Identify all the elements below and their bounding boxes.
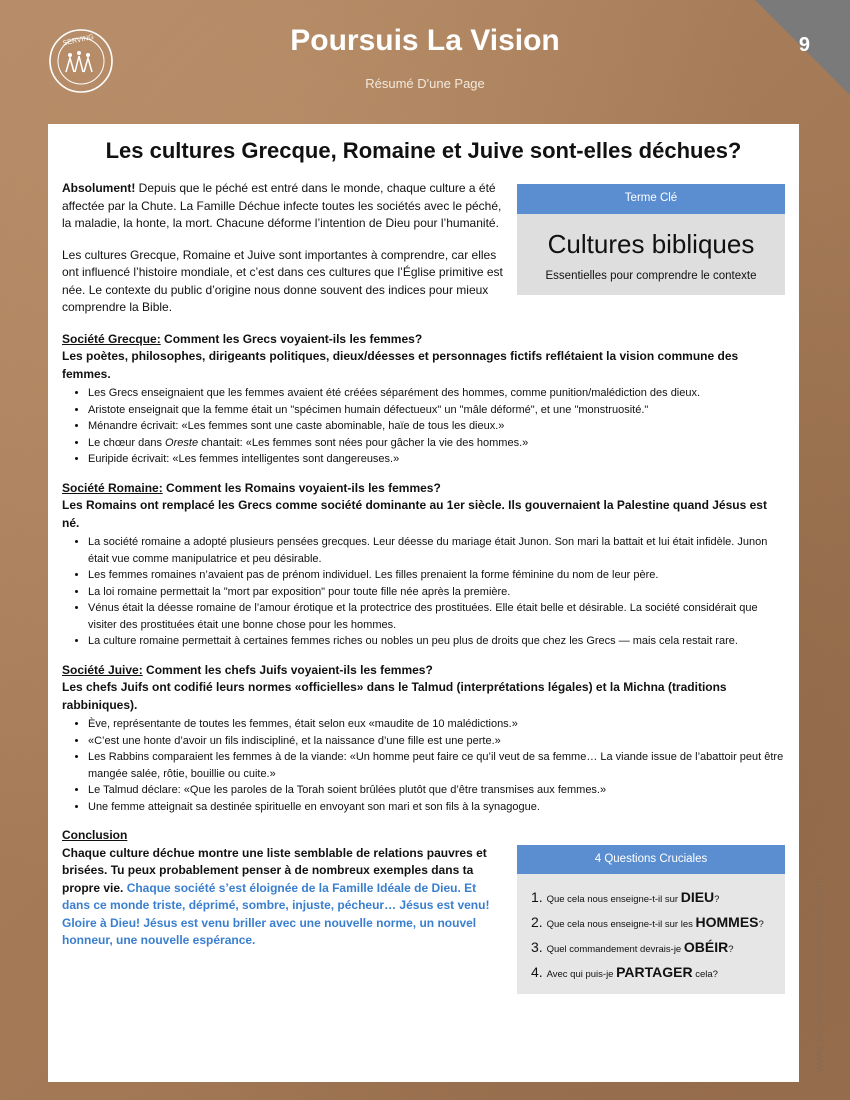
key-term-sub: Essentielles pour comprendre le contexte — [545, 269, 757, 282]
side-url: www.servingshouldertoshoulder.com — [812, 877, 826, 1072]
questions-box — [517, 845, 785, 995]
roman-intro: Les Romains ont remplacé les Grecs comme société dominante au 1er siècle. Ils gouvernaient la Palestine quand Jésus est né. — [62, 498, 767, 530]
main-heading: Les cultures Grecque, Romaine et Juive sont-elles déchues? — [105, 138, 742, 163]
list-item: • Les femmes romaines n’avaient pas de prénom individuel. Les filles prenaient la forme féminine du nom de leur père. — [88, 567, 785, 584]
greek-intro: Les poètes, philosophes, dirigeants politiques, dieux/déesses et personnages fictifs reflétaient la vision commune des femmes. — [62, 349, 739, 381]
question-item: 1. Que cela nous enseigne-t-il sur DIEU? — [531, 889, 720, 905]
intro-bold: Absolument! — [62, 181, 136, 195]
jewish-list — [62, 716, 785, 815]
list-item: • Vénus était la déesse romaine de l’amour érotique et la protectrice des prostituées. Elle était belle et désirable. La société considérait que visiter des prostituées était une bonne chose pour les hommes. — [88, 600, 785, 633]
list-item: • Ève, représentante de toutes les femmes, était selon eux «maudite de 10 malédictions.» — [88, 716, 785, 733]
conclusion-highlight: Chaque société s’est éloignée de la Famille Idéale de Dieu. Et dans ce monde triste, déprimé, sombre, injuste, pécheur… Jésus est venu! Gloire à Dieu! Jésus est venu briller avec une nouvelle norme, un nouvel honneur, une nouvelle espérance. — [62, 880, 490, 947]
greek-heading: Société Grecque: Comment les Grecs voyaient-ils les femmes? — [62, 331, 423, 346]
list-item: • La société romaine a adopté plusieurs pensées grecques. Leur déesse du mariage était Junon. Son mari la battait et lui était infidèle. Junon était vue comme manipulatrice et peu désirable. — [88, 534, 785, 567]
page-title: Poursuis La Vision — [290, 24, 560, 57]
questions-header: 4 Questions Cruciales — [517, 845, 785, 875]
context-paragraph: Les cultures Grecque, Romaine et Juive sont importantes à comprendre, car elles ont influencé l’histoire mondiale, et c’est dans ces cultures que l’Église primitive est née. Le contexte du public d’origine nous donne souvent des indices pour mieux comprendre la Bible. — [62, 247, 503, 314]
list-item: • Les Grecs enseignaient que les femmes avaient été créées séparément des hommes, comme punition/malédiction des dieux. — [88, 385, 785, 402]
jewish-intro: Les chefs Juifs ont codifié leurs normes «officielles» dans le Talmud (interprétations légales) et la Michna (traditions rabbiniques). — [62, 680, 727, 712]
list-item: • La loi romaine permettait la "mort par exposition" pour toute fille née après la première. — [88, 584, 785, 601]
list-item: • La culture romaine permettait à certaines femmes riches ou nobles un peu plus de droits que chez les Grecs — mais cela restait rare. — [88, 633, 785, 650]
list-item: • Le Talmud déclare: «Que les paroles de la Torah soient brûlées plutôt que d’être transmises aux femmes.» — [88, 782, 785, 799]
list-item: • Le chœur dans Oreste chantait: «Les femmes sont nées pour gâcher la vie des hommes.» — [88, 435, 785, 452]
greek-list — [62, 385, 785, 468]
list-item: • Les Rabbins comparaient les femmes à de la viande: «Un homme peut faire ce qu’il veut de sa femme… La viande issue de l’abattoir peut être mangée salée, rôtie, bouillie ou cuite.» — [88, 749, 785, 782]
question-item: 2. Que cela nous enseigne-t-il sur les HOMMES? — [531, 914, 764, 930]
svg-text:SERVING: SERVING — [62, 33, 95, 48]
list-item: • «C’est une honte d’avoir un fils indiscipliné, et la naissance d’une fille est une perte.» — [88, 733, 785, 750]
list-item: • Une femme atteignait sa destinée spirituelle en envoyant son mari et son fils à la synagogue. — [88, 799, 785, 816]
conclusion-text: Chaque culture déchue montre une liste semblable de relations pauvres et brisées. Tu peux probablement penser à de nombreux exemples dans ta propre vie. Chaque société s’est éloignée de la Famille Idéale de Dieu. Et dans ce monde triste, déprimé, sombre, injuste, pécheur… Jésus est venu! Gloire à Dieu! Jésus est venu briller avec une nouvelle norme, un nouvel honneur, une nouvelle espérance. — [62, 845, 490, 947]
question-item: 4. Avec qui puis-je PARTAGER cela? — [531, 964, 718, 980]
question-item: 3. Quel commandement devrais-je OBÉIR? — [531, 939, 734, 955]
content-card — [48, 124, 799, 1082]
list-item: • Euripide écrivait: «Les femmes intelligentes sont dangereuses.» — [88, 451, 785, 468]
key-term: Cultures bibliques — [547, 228, 755, 259]
key-term-header: Terme Clé — [517, 184, 785, 214]
jewish-heading: Société Juive: Comment les chefs Juifs voyaient-ils les femmes? — [62, 662, 433, 677]
page-subtitle: Résumé D'une Page — [365, 76, 485, 91]
list-item: • Aristote enseignait que la femme était un "spécimen humain défectueux" un "mâle déformé", et une "monstruosité." — [88, 402, 785, 419]
questions-list — [517, 874, 785, 994]
key-term-box — [517, 184, 785, 295]
conclusion-heading: Conclusion — [62, 828, 128, 842]
roman-list — [62, 534, 785, 650]
intro-text: Depuis que le péché est entré dans le monde, chaque culture a été affectée par la Chute. La Famille Déchue infecte toutes les sociétés avec le péché, la maladie, la honte, la mort. Chacune déforme l’intention de Dieu pour l’humanité. — [62, 181, 502, 230]
page-number: 9 — [798, 34, 810, 56]
list-item: • Ménandre écrivait: «Les femmes sont une caste abominable, haïe de tous les dieux.» — [88, 418, 785, 435]
roman-heading: Société Romaine: Comment les Romains voyaient-ils les femmes? — [62, 480, 441, 495]
